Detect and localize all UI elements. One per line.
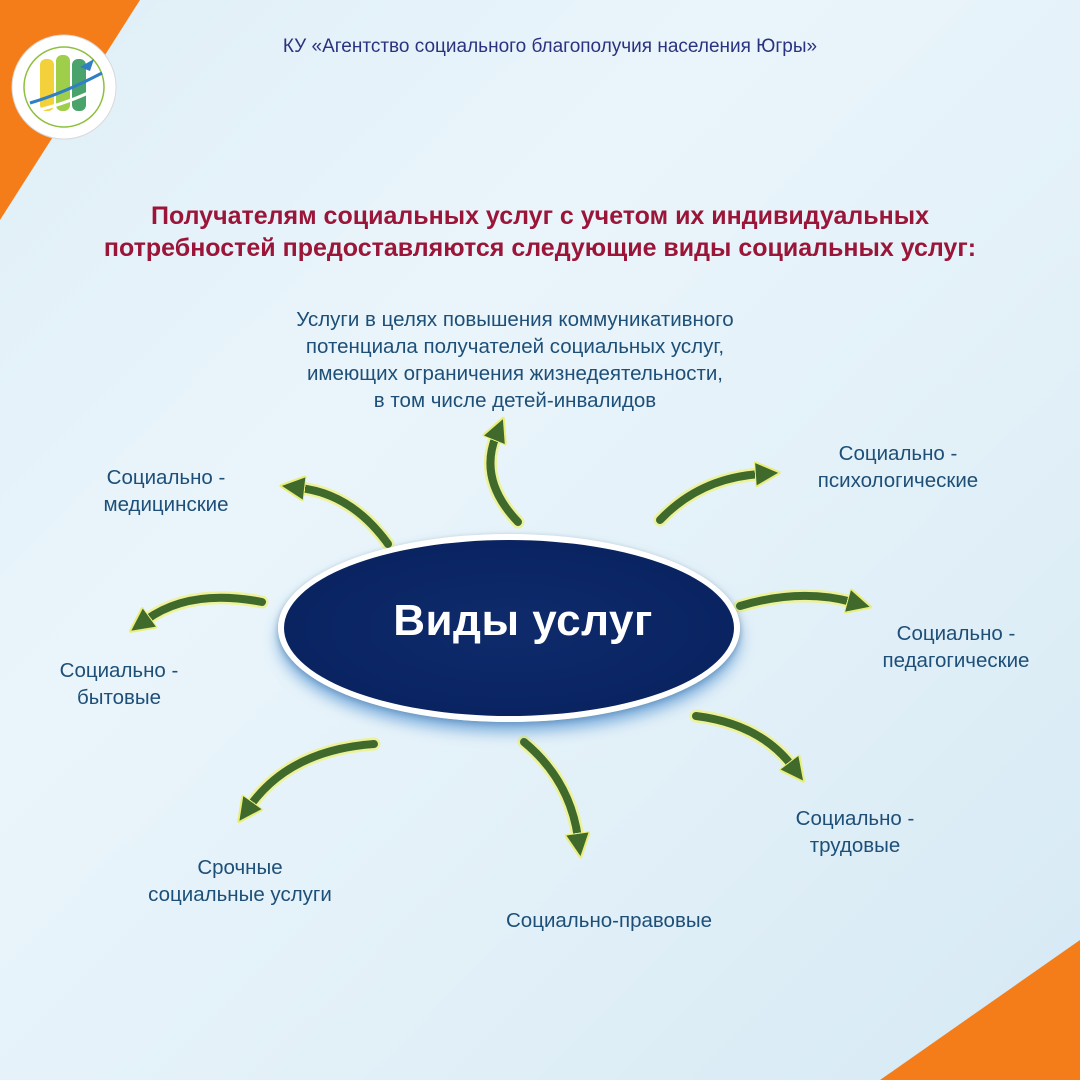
service-pedagogical-line-1: Социально - (896, 622, 1016, 645)
arrow-to-urgent (250, 744, 374, 806)
service-pedagogical (850, 620, 1062, 674)
service-household-line-2: бытовые (76, 686, 162, 709)
service-communicative-line-2: потенциала получателей социальных услуг, (305, 335, 725, 358)
service-medical-line-2: медицинские (103, 493, 229, 516)
service-labor-line-2: трудовые (809, 834, 901, 857)
service-communicative-line-1: Услуги в целях повышения коммуникативного (296, 308, 734, 331)
organization-title: КУ «Агентство социального благополучия населения Югры» (282, 36, 818, 57)
service-communicative-line-3: имеющих ограничения жизнедеятельности, (306, 362, 724, 385)
service-legal (476, 907, 742, 934)
heading-line-2: потребностей предоставляются следующие виды социальных услуг: (103, 234, 977, 262)
service-labor (770, 805, 940, 859)
service-psychological (786, 440, 1010, 494)
service-household (30, 657, 208, 711)
service-household-line-1: Социально - (59, 659, 179, 682)
service-legal-line-1: Социально-правовые (506, 909, 712, 932)
service-labor-line-1: Социально - (795, 807, 915, 830)
service-medical (66, 464, 266, 518)
service-pedagogical-line-2: педагогические (882, 649, 1030, 672)
center-label: Виды услуг (393, 596, 653, 645)
service-urgent-line-1: Срочные (197, 856, 283, 879)
service-medical-line-1: Социально - (106, 466, 226, 489)
service-psychological-line-2: психологические (817, 469, 979, 492)
service-urgent-line-2: социальные услуги (148, 883, 332, 906)
heading-line-1: Получателям социальных услуг с учетом их индивидуальных (151, 202, 929, 230)
service-urgent (118, 854, 362, 908)
service-communicative-line-4: в том числе детей-инвалидов (373, 389, 657, 412)
service-psychological-line-1: Социально - (838, 442, 958, 465)
service-communicative (230, 306, 800, 414)
